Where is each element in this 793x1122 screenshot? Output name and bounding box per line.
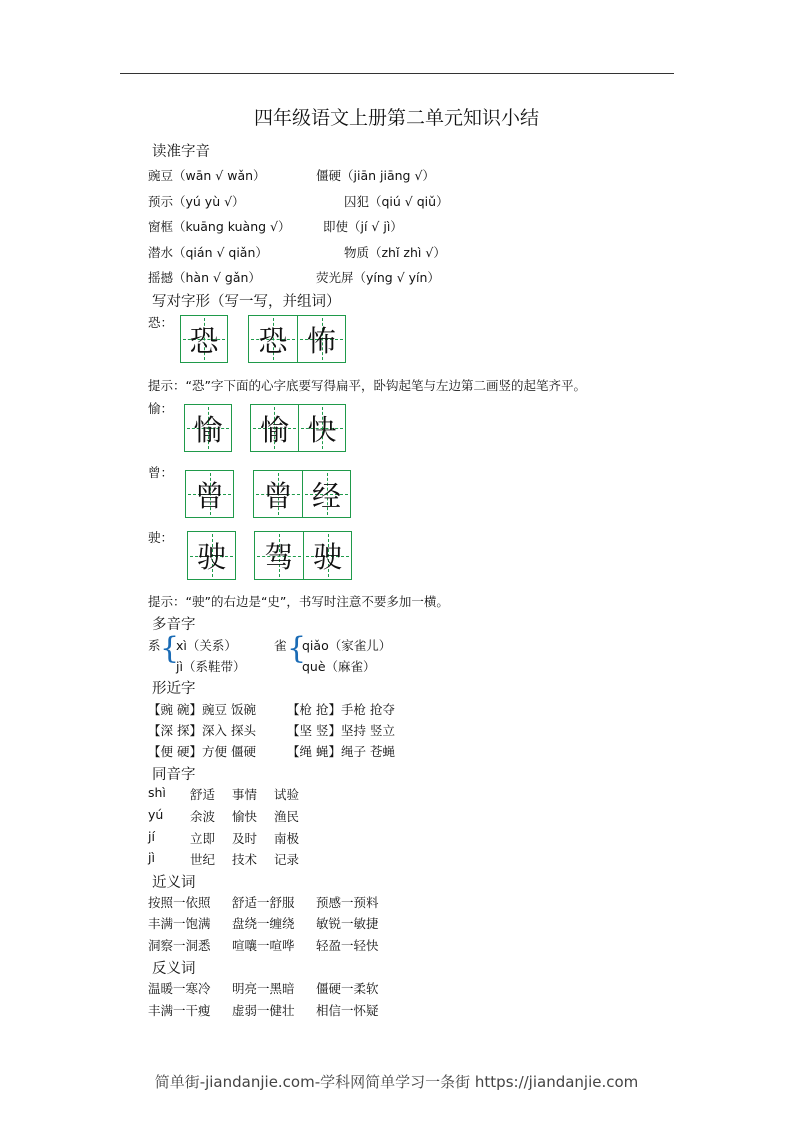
section-heading-polyphones: 多音字 [152,617,196,633]
polyphone-reading: qiǎo（家雀儿） [302,638,392,653]
homophone-word: 余波 [190,809,216,824]
homophone-pinyin: yú [148,807,164,822]
grid-cell [188,532,235,579]
grid-char: 经 [311,478,341,513]
antonym-pair: 明亮一黑暗 [232,981,295,996]
grid-char: 驾 [264,540,294,574]
homophone-word: 及时 [232,831,258,846]
pronunciation-item: 僵硬（jiān jiāng √） [316,168,435,183]
writing-label: 驶： [148,530,174,545]
homophone-word: 舒适 [190,787,216,802]
synonym-pair: 盘绕一缠绕 [232,916,295,931]
synonym-pair: 按照一依照 [148,895,211,910]
grid-char: 曾 [194,478,224,513]
synonym-pair: 轻盈一轻快 [316,938,379,953]
polyphone-reading: què（麻雀） [302,659,376,674]
grid-cell [251,405,298,451]
section-heading-homophones: 同音字 [152,767,196,783]
antonym-pair: 温暖一寒冷 [148,981,211,996]
homophone-word: 试验 [274,787,300,802]
grid-char: 愉 [193,412,223,447]
similar-char-item: 【坚 竖】坚持 竖立 [287,723,395,738]
homophone-pinyin: jì [148,850,155,865]
grid-char: 恐 [189,323,219,358]
synonym-pair: 喧嚷一喧哗 [232,938,295,953]
grid-cell [298,405,345,451]
writing-grid-single [185,470,234,518]
grid-cell [181,316,227,362]
section-heading-pronunciation: 读准字音 [152,144,210,160]
homophone-pinyin: jí [148,829,155,844]
pronunciation-item: 即使（jí √ jì） [323,219,403,234]
writing-tip: 提示：“驶”的右边是“史”，书写时注意不要多加一横。 [148,594,449,609]
polyphone-char: 系 [148,638,161,653]
pronunciation-item: 潜水（qián √ qiǎn） [148,245,268,260]
grid-char: 曾 [263,478,293,513]
antonym-pair: 相信一怀疑 [316,1003,379,1018]
grid-char: 驶 [312,540,342,574]
writing-label: 曾： [148,465,174,480]
antonym-pair: 虚弱一健壮 [232,1003,295,1018]
pronunciation-item: 摇撼（hàn √ gǎn） [148,270,261,285]
synonym-pair: 敏锐一敏捷 [316,916,379,931]
pronunciation-item: 荧光屏（yíng √ yín） [316,270,440,285]
similar-char-item: 【豌 碗】豌豆 饭碗 [148,702,256,717]
synonym-pair: 洞察一洞悉 [148,938,211,953]
similar-char-item: 【枪 抢】手枪 抢夺 [287,702,395,717]
homophone-word: 南极 [274,831,300,846]
left-brace-icon: { [160,631,180,666]
writing-label: 愉： [148,401,174,416]
grid-char: 快 [307,412,337,447]
grid-cell [185,405,231,451]
homophone-word: 愉快 [232,809,258,824]
antonym-pair: 丰满一干瘦 [148,1003,211,1018]
writing-grid-single [187,531,236,580]
page-title: 四年级语文上册第二单元知识小结 [253,107,539,129]
writing-tip: 提示：“恐”字下面的心字底要写得扁平，卧钩起笔与左边第二画竖的起笔齐平。 [148,378,586,393]
synonym-pair: 预感一预料 [316,895,379,910]
grid-cell [303,532,351,579]
grid-cell [186,471,233,517]
grid-char: 驶 [196,540,226,574]
writing-grid-pair [250,404,346,452]
writing-grid-pair [254,531,352,580]
grid-cell [297,316,345,362]
writing-grid-single [184,404,232,452]
grid-cell [249,316,297,362]
grid-cell [254,471,302,517]
homophone-word: 技术 [232,852,258,867]
pronunciation-item: 豌豆（wān √ wǎn） [148,168,266,183]
pronunciation-item: 预示（yú yù √） [148,194,245,209]
synonym-pair: 丰满一饱满 [148,916,211,931]
grid-char: 愉 [259,412,289,447]
section-heading-similar-chars: 形近字 [152,681,196,697]
grid-char: 怖 [306,323,336,358]
writing-grid-single [180,315,228,363]
writing-grid-pair [253,470,351,518]
grid-cell [255,532,303,579]
polyphone-reading: jì（系鞋带） [176,659,246,674]
section-heading-synonyms: 近义词 [152,875,196,891]
similar-char-item: 【深 探】深入 探头 [148,723,256,738]
top-rule [120,73,674,74]
section-heading-antonyms: 反义词 [152,961,196,977]
pronunciation-item: 囚犯（qiú √ qiǔ） [344,194,449,209]
section-heading-writing: 写对字形（写一写，并组词） [152,294,341,310]
grid-char: 恐 [258,323,288,358]
antonym-pair: 僵硬一柔软 [316,981,379,996]
homophone-word: 事情 [232,787,258,802]
synonym-pair: 舒适一舒服 [232,895,295,910]
similar-char-item: 【绳 蝇】绳子 苍蝇 [287,744,395,759]
homophone-word: 世纪 [190,852,216,867]
homophone-word: 立即 [190,831,216,846]
homophone-pinyin: shì [148,785,166,800]
left-brace-icon: { [287,631,307,666]
homophone-word: 记录 [274,852,300,867]
grid-cell [302,471,350,517]
similar-char-item: 【便 硬】方便 僵硬 [148,744,256,759]
polyphone-char: 雀 [274,638,287,653]
pronunciation-item: 物质（zhǐ zhì √） [344,245,446,260]
writing-grid-pair [248,315,346,363]
homophone-word: 渔民 [274,809,300,824]
pronunciation-item: 窗框（kuāng kuàng √） [148,219,291,234]
polyphone-reading: xì（关系） [176,638,237,653]
writing-label: 恐： [148,315,174,330]
footer-watermark: 简单街-jiandanjie.com-学科网简单学习一条街 https://jiandanjie.com [154,1073,639,1091]
